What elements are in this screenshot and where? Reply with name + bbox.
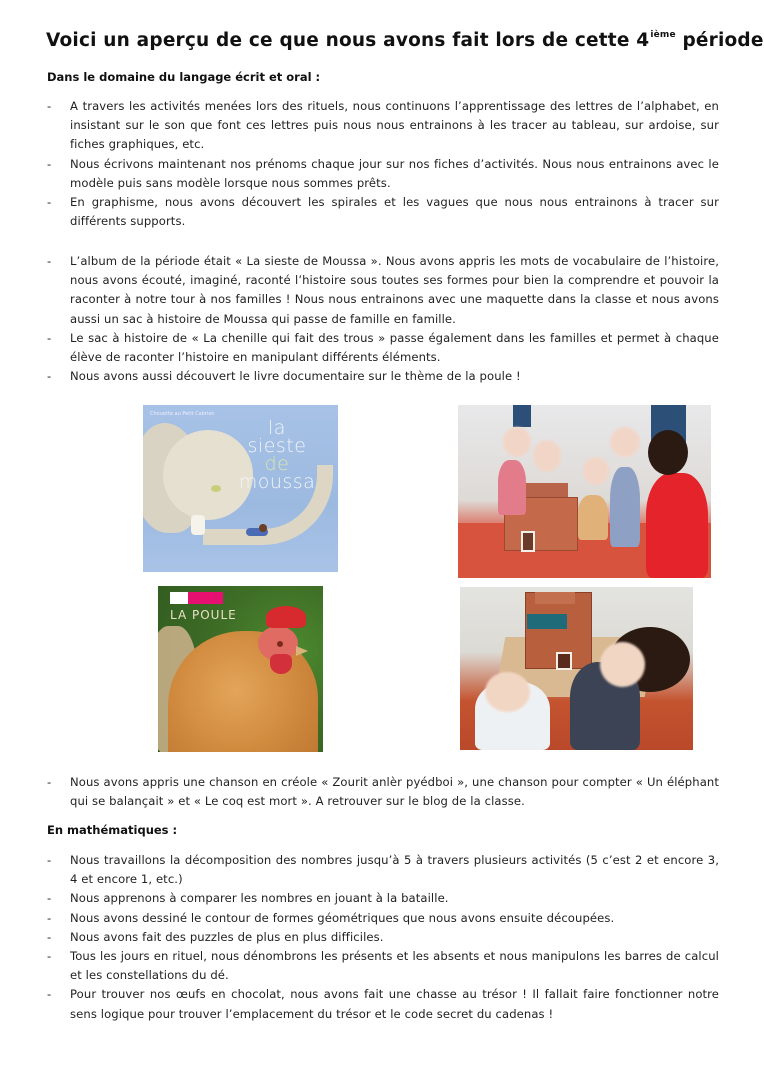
list-item-text: A travers les activités menées lors des rituels, nous continuons l’apprentissage des lettres de l’alphabet, en insistant sur le son que font ces lettres puis nous nous entrainons à les tracer au tableau, sur ardoise, sur fiches graphiques, etc. <box>70 99 719 152</box>
boy-head-shape <box>259 524 267 532</box>
list-item-text: Nous avons fait des puzzles de plus en plus difficiles. <box>70 929 384 944</box>
language-list-group3 <box>47 773 719 811</box>
bullet-dash: - <box>47 775 52 789</box>
cover-title-line: de <box>264 453 290 475</box>
list-item-text: L’album de la période était « La sieste de Moussa ». Nous avons appris les mots de vocabulaire de l’histoire, nous avons écouté, imaginé, raconté l’histoire sous toutes ses formes pour bien la comprendre et pouvoir la raconter à notre tour à nos familles ! Nous nous entrainons avec une maquette dans la classe et nous avons aussi un sac à histoire de Moussa qui passe de famille en famille. <box>70 254 719 326</box>
bullet-dash: - <box>47 99 52 113</box>
hen-beak-shape <box>296 646 308 656</box>
moussa-book-cover-image <box>143 405 338 572</box>
title-end: période <box>675 30 764 51</box>
math-list <box>47 851 719 1024</box>
bullet-dash: - <box>47 929 52 944</box>
list-item <box>47 851 719 889</box>
title-text: Voici un aperçu de ce que nous avons fait lors de cette 4 <box>46 30 650 51</box>
poule-book-cover-image <box>158 586 323 752</box>
bullet-dash: - <box>47 254 52 268</box>
blurred-face <box>533 440 561 472</box>
title-superscript: ième <box>650 30 676 40</box>
collection-badge <box>188 592 223 604</box>
cover-title: LA POULE <box>170 608 237 622</box>
bullet-dash: - <box>47 949 52 964</box>
list-item <box>47 367 719 386</box>
child-shape <box>578 495 608 540</box>
child-shape <box>610 467 640 547</box>
child-shape <box>498 460 526 515</box>
list-item <box>47 155 719 193</box>
cover-title-line: la <box>268 417 286 439</box>
blurred-face <box>583 457 609 485</box>
hen-wattle-shape <box>270 654 292 674</box>
curtain-shape <box>513 405 531 427</box>
hen-eye-shape <box>277 641 283 647</box>
classroom-photo-storytelling <box>458 405 711 578</box>
list-item-text: Nous avons aussi découvert le livre documentaire sur le thème de la poule ! <box>70 369 521 384</box>
list-item <box>47 928 719 947</box>
language-list-group1 <box>47 97 719 231</box>
blurred-face <box>600 642 645 687</box>
list-item <box>47 252 719 329</box>
publisher-logo <box>170 592 188 604</box>
hen-comb-shape <box>266 606 306 628</box>
list-item <box>47 97 719 155</box>
list-item-text: Tous les jours en rituel, nous dénombrons les présents et les absents et nous manipulons les barres de calcul et les constellations du dé. <box>70 949 719 983</box>
elephant-eye-shape <box>211 485 221 492</box>
blurred-face <box>503 427 531 457</box>
section-heading-language: Dans le domaine du langage écrit et oral : <box>47 70 321 84</box>
child-shape <box>646 473 708 578</box>
list-item <box>47 329 719 367</box>
bullet-dash: - <box>47 369 52 384</box>
model-house-door-shape <box>556 652 572 670</box>
cover-title-line: moussa <box>238 471 316 493</box>
list-item <box>47 909 719 928</box>
list-item-text: Le sac à histoire de « La chenille qui fait des trous » passe également dans les familles et permet à chaque élève de raconter l’histoire en manipulant différents éléments. <box>70 330 719 365</box>
model-house-door-shape <box>521 531 535 552</box>
list-item-text: Nous travaillons la décomposition des nombres jusqu’à 5 à travers plusieurs activités (5 c’est 2 et encore 3, 4 et encore 1, etc.) <box>70 853 719 887</box>
list-item-text: Nous apprenons à comparer les nombres en jouant à la bataille. <box>70 891 449 906</box>
list-item <box>47 773 719 811</box>
cover-title-line: sieste <box>247 435 307 457</box>
list-item-text: En graphisme, nous avons découvert les spirales et les vagues que nous nous entrainons à tracer sur différents supports. <box>70 195 719 229</box>
cover-title <box>231 419 323 491</box>
bullet-dash: - <box>47 891 52 906</box>
list-item-text: Pour trouver nos œufs en chocolat, nous avons fait une chasse au trésor ! Il fallait faire fonctionner notre sens logique pour trouver l’emplacement du trésor et le code secret du cadenas ! <box>70 987 719 1021</box>
list-item <box>47 947 719 985</box>
model-house-roof-shape <box>535 592 575 604</box>
model-house-wall-shape <box>527 614 567 629</box>
list-item-text: Nous avons dessiné le contour de formes géométriques que nous avons ensuite découpées. <box>70 910 615 925</box>
classroom-photo-model-house <box>460 587 693 750</box>
language-list-group2 <box>47 252 719 386</box>
cover-publisher: Chouette au Petit Cabrien <box>150 411 215 417</box>
elephant-tusk-shape <box>191 515 205 535</box>
bullet-dash: - <box>47 987 52 1002</box>
bullet-dash: - <box>47 910 52 925</box>
list-item <box>47 193 719 231</box>
list-item <box>47 985 719 1023</box>
bullet-dash: - <box>47 156 52 171</box>
blurred-face <box>485 672 530 712</box>
page-title <box>46 30 764 51</box>
child-head-shape <box>648 430 688 475</box>
bullet-dash: - <box>47 853 52 867</box>
list-item-text: Nous avons appris une chanson en créole « Zourit anlèr pyédboi », une chanson pour compter « Un éléphant qui se balançait » et « Le coq est mort ». A retrouver sur le blog de la classe. <box>70 775 719 809</box>
section-heading-math: En mathématiques : <box>47 823 178 837</box>
list-item-text: Nous écrivons maintenant nos prénoms chaque jour sur nos fiches d’activités. Nous nous entrainons avec le modèle puis sans modèle lorsque nous sommes prêts. <box>70 156 719 190</box>
blurred-face <box>610 427 640 457</box>
list-item <box>47 889 719 908</box>
bullet-dash: - <box>47 195 52 210</box>
bullet-dash: - <box>47 330 52 345</box>
